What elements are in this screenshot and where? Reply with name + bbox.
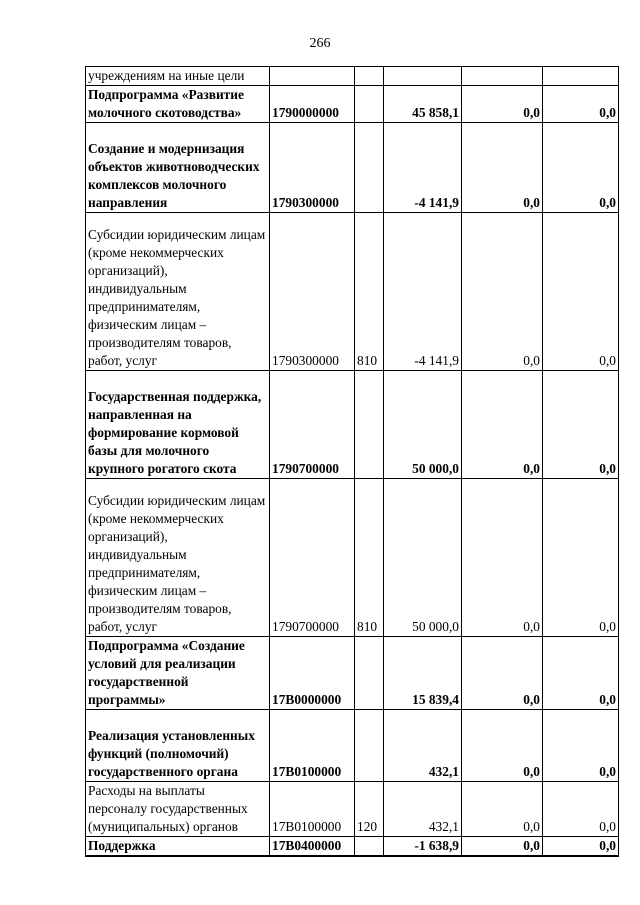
- row-name: Поддержка: [86, 837, 270, 857]
- row-expense-type: [355, 86, 384, 123]
- row-code: 17В0400000: [270, 837, 355, 857]
- row-expense-type: [355, 123, 384, 213]
- row-value-3: 0,0: [543, 371, 619, 479]
- row-code: 17В0100000: [270, 782, 355, 837]
- row-name: учреждениям на иные цели: [86, 67, 270, 86]
- row-code: [270, 67, 355, 86]
- row-expense-type: [355, 67, 384, 86]
- row-value-3: [543, 67, 619, 86]
- table-row: [86, 637, 619, 710]
- row-name: Субсидии юридическим лицам (кроме некоммерческих организаций), индивидуальным предпринимателям, физическим лицам – производителям товаров, работ, услуг: [86, 213, 270, 371]
- table-row: [86, 86, 619, 123]
- row-value-1: 50 000,0: [384, 479, 462, 637]
- row-value-3: 0,0: [543, 637, 619, 710]
- row-value-2: 0,0: [462, 479, 543, 637]
- row-name: Расходы на выплаты персоналу государственных (муниципальных) органов: [86, 782, 270, 837]
- row-expense-type: 810: [355, 479, 384, 637]
- row-value-2: 0,0: [462, 710, 543, 782]
- row-value-2: 0,0: [462, 123, 543, 213]
- table-row: [86, 782, 619, 837]
- row-value-1: 50 000,0: [384, 371, 462, 479]
- row-code: 17В0100000: [270, 710, 355, 782]
- row-code: 17В0000000: [270, 637, 355, 710]
- row-expense-type: 120: [355, 782, 384, 837]
- row-expense-type: [355, 837, 384, 857]
- row-value-3: 0,0: [543, 710, 619, 782]
- row-value-2: 0,0: [462, 213, 543, 371]
- row-value-3: 0,0: [543, 123, 619, 213]
- row-code: 1790700000: [270, 479, 355, 637]
- row-code: 1790700000: [270, 371, 355, 479]
- row-value-2: 0,0: [462, 837, 543, 857]
- row-value-3: 0,0: [543, 782, 619, 837]
- budget-table: [85, 66, 619, 857]
- table-row: [86, 479, 619, 637]
- row-name: Реализация установленных функций (полномочий) государственного органа: [86, 710, 270, 782]
- row-value-1: 15 839,4: [384, 637, 462, 710]
- page-number: 266: [309, 36, 331, 51]
- table-row: [86, 710, 619, 782]
- table-row: [86, 837, 619, 857]
- row-code: 1790000000: [270, 86, 355, 123]
- row-value-2: 0,0: [462, 782, 543, 837]
- row-value-1: 432,1: [384, 710, 462, 782]
- row-expense-type: [355, 710, 384, 782]
- row-value-1: -4 141,9: [384, 213, 462, 371]
- row-value-3: 0,0: [543, 86, 619, 123]
- row-expense-type: 810: [355, 213, 384, 371]
- row-value-2: [462, 67, 543, 86]
- row-value-3: 0,0: [543, 837, 619, 857]
- row-value-2: 0,0: [462, 371, 543, 479]
- row-code: 1790300000: [270, 123, 355, 213]
- row-value-2: 0,0: [462, 637, 543, 710]
- row-value-3: 0,0: [543, 479, 619, 637]
- row-value-1: 432,1: [384, 782, 462, 837]
- row-value-1: 45 858,1: [384, 86, 462, 123]
- row-expense-type: [355, 371, 384, 479]
- row-value-1: -4 141,9: [384, 123, 462, 213]
- table-row: [86, 213, 619, 371]
- table-row: [86, 371, 619, 479]
- table-row: [86, 123, 619, 213]
- table-row: [86, 67, 619, 86]
- row-expense-type: [355, 637, 384, 710]
- row-value-1: -1 638,9: [384, 837, 462, 857]
- row-name: Государственная поддержка, направленная на формирование кормовой базы для молочного крупного рогатого скота: [86, 371, 270, 479]
- row-value-1: [384, 67, 462, 86]
- row-name: Подпрограмма «Развитие молочного скотоводства»: [86, 86, 270, 123]
- row-value-3: 0,0: [543, 213, 619, 371]
- row-name: Создание и модернизация объектов животноводческих комплексов молочного направления: [86, 123, 270, 213]
- row-code: 1790300000: [270, 213, 355, 371]
- row-name: Подпрограмма «Создание условий для реализации государственной программы»: [86, 637, 270, 710]
- row-value-2: 0,0: [462, 86, 543, 123]
- row-name: Субсидии юридическим лицам (кроме некоммерческих организаций), индивидуальным предпринимателям, физическим лицам – производителям товаров, работ, услуг: [86, 479, 270, 637]
